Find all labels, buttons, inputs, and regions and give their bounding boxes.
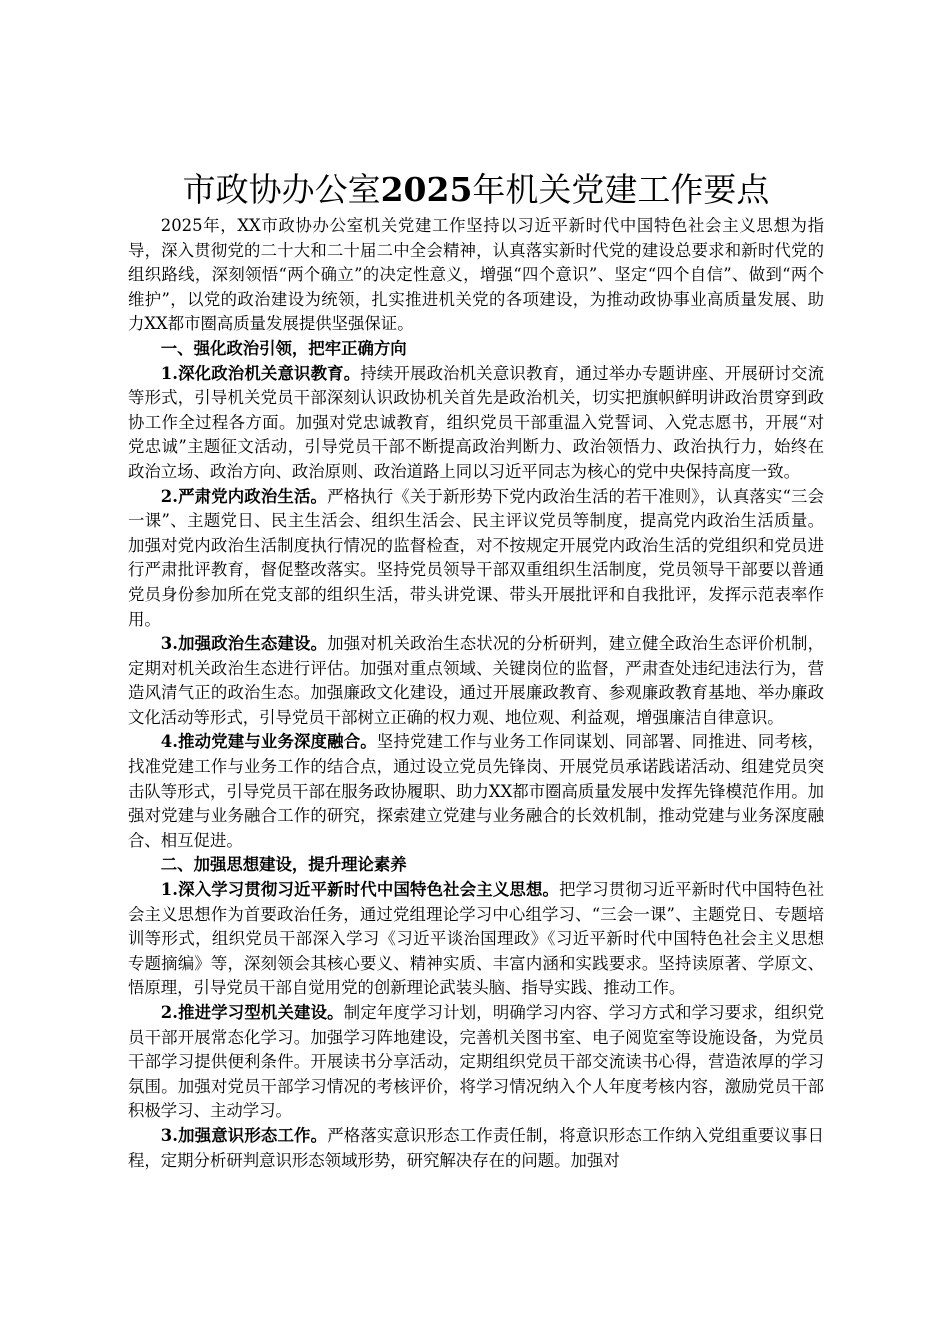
item-lead: 2.推进学习型机关建设。 (160, 1003, 344, 1022)
item-body: 持续开展政治机关意识教育，通过举办专题讲座、开展研讨交流等形式，引导机关党员干部深刻认识政协机关首先是政治机关，切实把旗帜鲜明讲政治贯穿到政协工作全过程各方面。加强对党忠诚教育，组织党员干部重温入党誓词、入党志愿书，开展“对党忠诚”主题征文活动，引导党员干部不断提高政治判断力、政治领悟力、政治执行力，始终在政治立场、政治方向、政治原则、政治道路上同以习近平同志为核心的党中央保持高度一致。 (128, 363, 824, 481)
section1-item2 (128, 485, 824, 633)
document-title (128, 168, 824, 212)
title-part2: 年机关党建工作要点 (472, 170, 770, 209)
section2-item1 (128, 878, 824, 1001)
title-year: 2025 (380, 170, 473, 209)
section2-item3 (128, 1124, 824, 1173)
section1-item3 (128, 632, 824, 730)
item-body: 加强对机关政治生态状况的分析研判，建立健全政治生态评价机制，定期对机关政治生态进行评估。加强对重点领域、关键岗位的监督，严肃查处违纪违法行为，营造风清气正的政治生态。加强廉政文化建设，通过开展廉政教育、参观廉政教育基地、举办廉政文化活动等形式，引导党员干部树立正确的权力观、地位观、利益观，增强廉洁自律意识。 (128, 634, 824, 727)
section1-item4 (128, 730, 824, 853)
section-heading-2: 二、加强思想建设，提升理论素养 (160, 855, 407, 875)
item-body: 把学习贯彻习近平新时代中国特色社会主义思想作为首要政治任务，通过党组理论学习中心组学习、“三会一课”、主题党日、专题培训等形式，组织党员干部深入学习《习近平谈治国理政》《习近平新时代中国特色社会主义思想专题摘编》等，深刻领会其核心要义、精神实质、丰富内涵和实践要求。坚持读原著、学原文、悟原理，引导党员干部自觉用党的创新理论武装头脑、指导实践、推动工作。 (128, 880, 824, 998)
section2-item2 (128, 1001, 824, 1124)
item-body: 制定年度学习计划，明确学习内容、学习方式和学习要求，组织党员干部开展常态化学习。加强学习阵地建设，完善机关图书室、电子阅览室等设施设备，为党员干部学习提供便利条件。开展读书分享活动，定期组织党员干部交流读书心得，营造浓厚的学习氛围。加强对党员干部学习情况的考核评价，将学习情况纳入个人年度考核内容，激励党员干部积极学习、主动学习。 (128, 1003, 824, 1121)
section-heading-1: 一、强化政治引领，把牢正确方向 (160, 338, 407, 358)
item-lead: 3.加强意识形态工作。 (160, 1125, 328, 1145)
item-lead: 1.深化政治机关意识教育。 (160, 363, 361, 383)
section1-item1 (128, 362, 824, 485)
item-lead: 3.加强政治生态建设。 (160, 634, 328, 654)
item-body: 严格执行《关于新形势下党内政治生活的若干准则》，认真落实“三会一课”、主题党日、民主生活会、组织生活会、民主评议党员等制度，提高党内政治生活质量。加强对党内政治生活制度执行情况的监督检查，对不按规定开展党内政治生活的党组织和党员进行严肃批评教育，督促整改落实。坚持党员领导干部双重组织生活制度，党员领导干部要以普通党员身份参加所在党支部的组织生活，带头讲党课、带头开展批评和自我批评，发挥示范表率作用。 (128, 486, 824, 629)
title-part1: 市政协办公室 (182, 170, 381, 209)
item-lead: 4.推动党建与业务深度融合。 (160, 732, 377, 752)
item-body: 坚持党建工作与业务工作同谋划、同部署、同推进、同考核，找准党建工作与业务工作的结合点，通过设立党员先锋岗、开展党员承诺践诺活动、组建党员突击队等形式，引导党员干部在服务政协履职、助力XX都市圈高质量发展中发挥先锋模范作用。加强对党建与业务融合工作的研究，探索建立党建与业务融合的长效机制，推动党建与业务深度融合、相互促进。 (128, 732, 824, 850)
item-body: 严格落实意识形态工作责任制，将意识形态工作纳入党组重要议事日程，定期分析研判意识形态领域形势，研究解决存在的问题。加强对 (128, 1125, 824, 1170)
item-lead: 2.严肃党内政治生活。 (160, 486, 328, 506)
item-lead: 1.深入学习贯彻习近平新时代中国特色社会主义思想。 (160, 880, 560, 900)
intro-paragraph: 2025年，XX市政协办公室机关党建工作坚持以习近平新时代中国特色社会主义思想为指导，深入贯彻党的二十大和二十届二中全会精神，认真落实新时代党的建设总要求和新时代党的组织路线，深刻领悟“两个确立”的决定性意义，增强“四个意识”、坚定“四个自信”、做到“两个维护”，以党的政治建设为统领，扎实推进机关党的各项建设，为推动政协事业高质量发展、助力XX都市圈高质量发展提供坚强保证。 (128, 216, 824, 334)
document-page (128, 168, 824, 1173)
